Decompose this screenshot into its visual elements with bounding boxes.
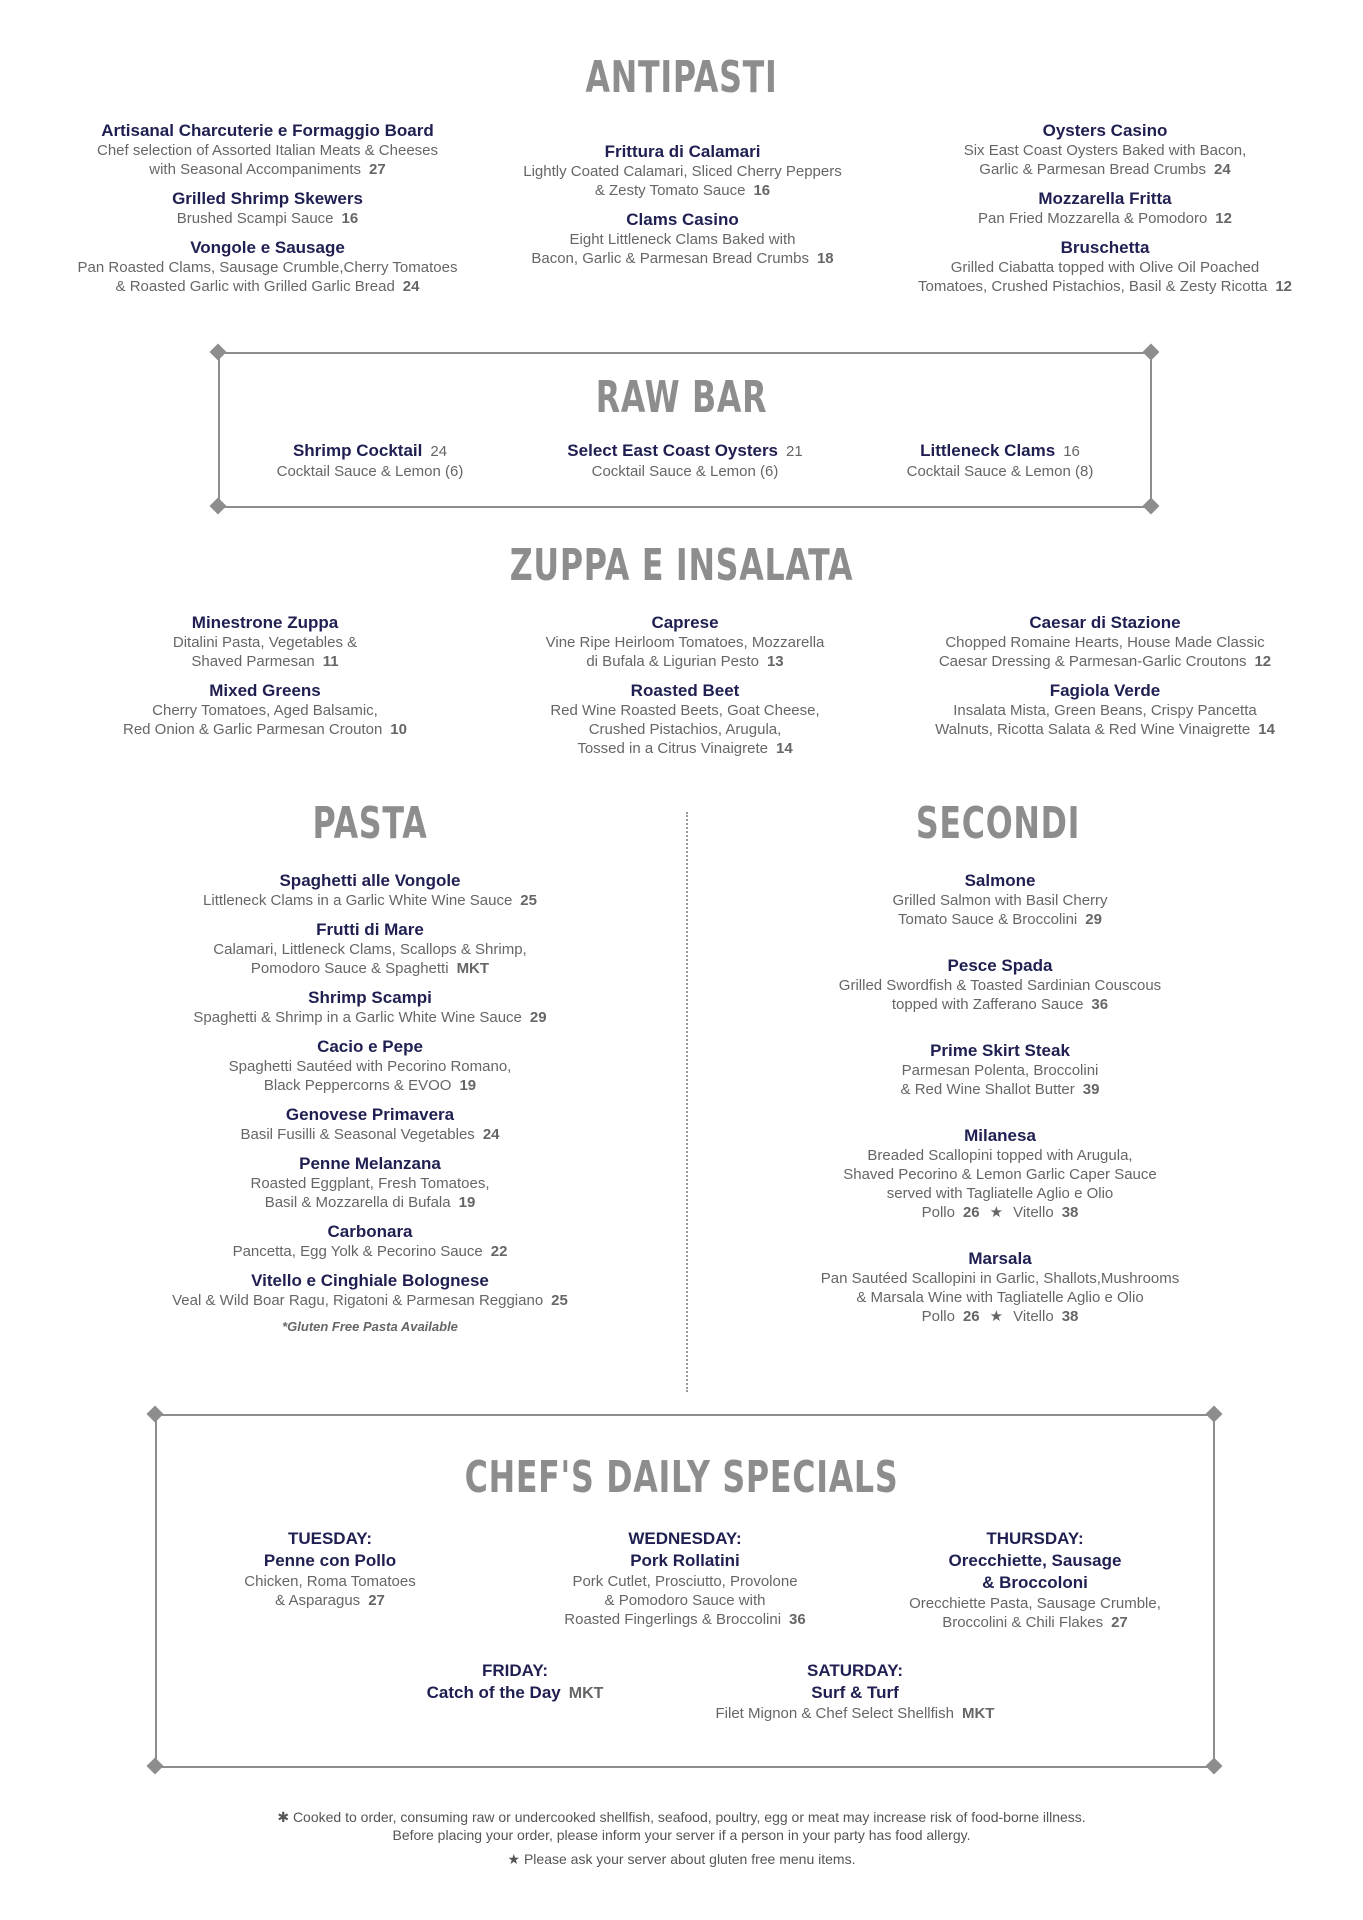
column-divider	[686, 812, 688, 1392]
item-price: 24	[430, 443, 448, 460]
item-name: Pesce Spada	[947, 956, 1053, 975]
item-name: Spaghetti alle Vongole	[279, 871, 461, 890]
item-name: Genovese Primavera	[285, 1105, 455, 1124]
item-name: Vitello e Cinghiale Bolognese	[251, 1271, 489, 1290]
item-name: Bruschetta	[1060, 238, 1150, 257]
secondi-heading: SECONDI	[915, 798, 1081, 849]
item-name: Vongole e Sausage	[190, 238, 345, 257]
item-name: Prime Skirt Steak	[930, 1041, 1070, 1060]
item-price: 36	[1091, 996, 1109, 1013]
item-price: 11	[322, 653, 339, 670]
item-price: 18	[816, 250, 834, 267]
item-name: Carbonara	[327, 1222, 413, 1241]
item-price: 12	[1275, 278, 1292, 295]
menu-item: Frittura di Calamari Lightly Coated Calamari, Sliced Cherry Peppers & Zesty Tomato Sauce 16	[490, 141, 875, 200]
menu-item: Salmone Grilled Salmon with Basil Cherry Tomato Sauce & Broccolini 29	[740, 870, 1260, 929]
item-name: Cacio e Pepe	[317, 1037, 423, 1056]
item-price: 16	[341, 210, 359, 227]
gluten-free-note: *Gluten Free Pasta Available	[282, 1319, 458, 1334]
item-name: Marsala	[968, 1249, 1032, 1268]
menu-item: Grilled Shrimp Skewers Brushed Scampi Sauce 16	[50, 188, 485, 228]
menu-item: Mozzarella Fritta Pan Fried Mozzarella & Pomodoro 12	[880, 188, 1330, 228]
star-icon: ★	[989, 1204, 1004, 1221]
item-price: 21	[786, 443, 803, 460]
menu-item: Frutti di Mare Calamari, Littleneck Clams, Scallops & Shrimp, Pomodoro Sauce & Spaghetti MKT	[110, 919, 630, 978]
item-name: Shrimp Scampi	[308, 988, 432, 1007]
menu-item: Clams Casino Eight Littleneck Clams Baked with Bacon, Garlic & Parmesan Bread Crumbs 18	[490, 209, 875, 268]
item-price: 24	[402, 278, 420, 295]
item-price: 27	[369, 161, 386, 178]
item-name: Pork Rollatini	[630, 1551, 740, 1570]
item-price: 16	[1063, 443, 1080, 460]
item-name: Salmone	[964, 871, 1036, 890]
item-price: MKT	[568, 1685, 604, 1702]
item-price: 19	[458, 1194, 476, 1211]
raw-bar-item: Select East Coast Oysters 21 Cocktail Sauce & Lemon (6)	[567, 441, 803, 480]
item-name: Roasted Beet	[630, 681, 740, 700]
antipasti-middle-column	[490, 141, 875, 277]
item-name: Minestrone Zuppa	[191, 613, 339, 632]
item-price: MKT	[961, 1705, 995, 1722]
menu-item: Pesce Spada Grilled Swordfish & Toasted Sardinian Couscous topped with Zafferano Sauce 36	[740, 955, 1260, 1014]
menu-item: Milanesa Breaded Scallopini topped with Arugula, Shaved Pecorino & Lemon Garlic Caper Sauce served with Tagliatelle Aglio e Olio Pollo 26 ★ Vitello 38	[740, 1125, 1260, 1222]
item-name: Mozzarella Fritta	[1038, 189, 1172, 208]
item-name: Littleneck Clams	[920, 441, 1056, 460]
item-price: 12	[1215, 210, 1232, 227]
special-friday: FRIDAY: Catch of the Day MKT	[426, 1661, 604, 1702]
item-name: Artisanal Charcuterie e Formaggio Board	[101, 121, 434, 140]
item-price: 10	[390, 721, 407, 738]
item-name: Caesar di Stazione	[1029, 613, 1181, 632]
zuppa-middle-column	[500, 612, 870, 767]
item-price: 14	[1258, 721, 1275, 738]
item-name: Select East Coast Oysters	[567, 441, 779, 460]
menu-item: Roasted Beet Red Wine Roasted Beets, Goat Cheese, Crushed Pistachios, Arugula, Tossed in a Citrus Vinaigrete 14	[500, 680, 870, 758]
item-name: Penne con Pollo	[263, 1551, 397, 1570]
item-price: 24	[482, 1126, 500, 1143]
item-name: Orecchiette, Sausage	[948, 1551, 1122, 1570]
item-price: 16	[753, 182, 771, 199]
item-name: Milanesa	[964, 1126, 1036, 1145]
antipasti-right-column	[880, 120, 1330, 305]
item-name: Caprese	[651, 613, 719, 632]
menu-item: Oysters Casino Six East Coast Oysters Baked with Bacon, Garlic & Parmesan Bread Crumbs 24	[880, 120, 1330, 179]
item-name: Surf & Turf	[811, 1683, 899, 1702]
item-name: Catch of the Day	[426, 1683, 561, 1702]
item-name: Penne Melanzana	[299, 1154, 441, 1173]
allergy-disclaimer: ✱ Cooked to order, consuming raw or undercooked shellfish, seafood, poultry, egg or meat may increase risk of food-borne illness. Before placing your order, please inform your server if a person in your party has food allergy. ★ Please ask your server about gluten free menu items.	[0, 1808, 1363, 1868]
item-name: Frutti di Mare	[316, 920, 424, 939]
item-price: 29	[1085, 911, 1102, 928]
special-tuesday: TUESDAY: Penne con Pollo Chicken, Roma Tomatoes & Asparagus 27	[190, 1528, 470, 1610]
menu-item: Bruschetta Grilled Ciabatta topped with Olive Oil Poached Tomatoes, Crushed Pistachios, Basil & Zesty Ricotta 12	[880, 237, 1330, 296]
item-price: 39	[1082, 1081, 1100, 1098]
zuppa-heading: ZUPPA E INSALATA	[509, 540, 854, 591]
item-name: Fagiola Verde	[1049, 681, 1161, 700]
raw-bar-item: Shrimp Cocktail 24 Cocktail Sauce & Lemon (6)	[276, 441, 464, 480]
menu-item: Carbonara Pancetta, Egg Yolk & Pecorino Sauce 22	[110, 1221, 630, 1261]
item-price: 13	[766, 653, 784, 670]
pasta-heading: PASTA	[312, 798, 428, 849]
item-name: Clams Casino	[626, 210, 739, 229]
item-price: 36	[789, 1611, 806, 1628]
item-name: Shrimp Cocktail	[292, 441, 423, 460]
menu-item: Penne Melanzana Roasted Eggplant, Fresh Tomatoes, Basil & Mozzarella di Bufala 19	[110, 1153, 630, 1212]
item-name: Oysters Casino	[1042, 121, 1168, 140]
gluten-free-footnote: ★ Please ask your server about gluten free menu items.	[507, 1851, 856, 1867]
antipasti-heading: ANTIPASTI	[585, 52, 778, 103]
item-price: 27	[368, 1592, 385, 1609]
special-thursday: THURSDAY: Orecchiette, Sausage & Broccoloni Orecchiette Pasta, Sausage Crumble, Broccolini & Chili Flakes 27	[880, 1528, 1190, 1632]
item-price: 27	[1111, 1614, 1128, 1631]
antipasti-left-column	[50, 120, 485, 305]
menu-item: Caprese Vine Ripe Heirloom Tomatoes, Mozzarella di Bufala & Ligurian Pesto 13	[500, 612, 870, 671]
item-price: 29	[529, 1009, 547, 1026]
item-price: 19	[459, 1077, 477, 1094]
item-price: 12	[1254, 653, 1272, 670]
menu-item: Prime Skirt Steak Parmesan Polenta, Broccolini & Red Wine Shallot Butter 39	[740, 1040, 1260, 1099]
menu-item: Spaghetti alle Vongole Littleneck Clams in a Garlic White Wine Sauce 25	[110, 870, 630, 910]
item-price: 24	[1214, 161, 1231, 178]
menu-item: Artisanal Charcuterie e Formaggio Board Chef selection of Assorted Italian Meats & Cheeses with Seasonal Accompaniments 27	[50, 120, 485, 179]
item-price: MKT	[456, 960, 490, 977]
raw-bar-item: Littleneck Clams 16 Cocktail Sauce & Lemon (8)	[906, 441, 1094, 480]
menu-item: Mixed Greens Cherry Tomatoes, Aged Balsamic, Red Onion & Garlic Parmesan Crouton 10	[80, 680, 450, 739]
menu-item: Marsala Pan Sautéed Scallopini in Garlic, Shallots,Mushrooms & Marsala Wine with Tagliatelle Aglio e Olio Pollo 26 ★ Vitello 38	[740, 1248, 1260, 1326]
item-name: Frittura di Calamari	[604, 142, 761, 161]
item-price: 25	[520, 892, 537, 909]
menu-item: Cacio e Pepe Spaghetti Sautéed with Pecorino Romano, Black Peppercorns & EVOO 19	[110, 1036, 630, 1095]
pasta-column	[110, 870, 630, 1334]
item-name: Grilled Shrimp Skewers	[172, 189, 363, 208]
zuppa-right-column	[890, 612, 1320, 748]
special-wednesday: WEDNESDAY: Pork Rollatini Pork Cutlet, Prosciutto, Provolone & Pomodoro Sauce with Roasted Fingerlings & Broccolini 36	[530, 1528, 840, 1629]
raw-bar-heading: RAW BAR	[595, 372, 768, 423]
star-icon: ★	[989, 1308, 1004, 1325]
menu-item: Shrimp Scampi Spaghetti & Shrimp in a Garlic White Wine Sauce 29	[110, 987, 630, 1027]
item-price: 25	[551, 1292, 568, 1309]
special-saturday: SATURDAY: Surf & Turf Filet Mignon & Chef Select Shellfish MKT	[680, 1660, 1030, 1723]
secondi-column	[740, 870, 1260, 1335]
item-price: 14	[775, 740, 793, 757]
menu-item: Fagiola Verde Insalata Mista, Green Beans, Crispy Pancetta Walnuts, Ricotta Salata & Red Wine Vinaigrette 14	[890, 680, 1320, 739]
menu-item: Vitello e Cinghiale Bolognese Veal & Wild Boar Ragu, Rigatoni & Parmesan Reggiano 25	[110, 1270, 630, 1310]
specials-heading: CHEF'S DAILY SPECIALS	[464, 1452, 899, 1503]
menu-item: Vongole e Sausage Pan Roasted Clams, Sausage Crumble,Cherry Tomatoes & Roasted Garlic with Grilled Garlic Bread 24	[50, 237, 485, 296]
zuppa-left-column	[80, 612, 450, 748]
item-name: Mixed Greens	[209, 681, 321, 700]
menu-item: Minestrone Zuppa Ditalini Pasta, Vegetables & Shaved Parmesan 11	[80, 612, 450, 671]
menu-item: Caesar di Stazione Chopped Romaine Hearts, House Made Classic Caesar Dressing & Parmesan-Garlic Croutons 12	[890, 612, 1320, 671]
item-price: 22	[490, 1243, 508, 1260]
menu-item: Genovese Primavera Basil Fusilli & Seasonal Vegetables 24	[110, 1104, 630, 1144]
